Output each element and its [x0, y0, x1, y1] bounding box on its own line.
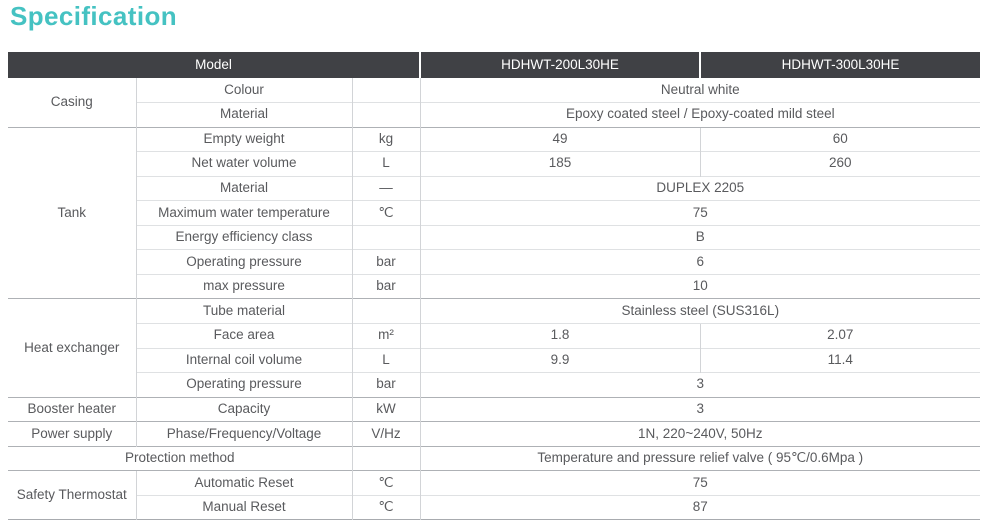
table-row [8, 201, 980, 226]
param-cell: Face area [136, 323, 352, 348]
param-cell: Automatic Reset [136, 471, 352, 496]
table-row [8, 152, 980, 177]
table-header-row [8, 52, 980, 78]
table-row [8, 274, 980, 299]
param-cell: Energy efficiency class [136, 225, 352, 250]
param-cell: Capacity [136, 397, 352, 422]
param-cell: max pressure [136, 274, 352, 299]
table-row [8, 373, 980, 398]
table-row [8, 471, 980, 496]
unit-cell: L [352, 348, 420, 373]
table-row [8, 446, 980, 471]
table-row [8, 103, 980, 128]
category-cell-tank: Tank [8, 127, 136, 299]
value-cell: 75 [420, 201, 980, 226]
category-cell-heat-exchanger: Heat exchanger [8, 299, 136, 397]
unit-cell: bar [352, 250, 420, 275]
value-cell: 87 [420, 495, 980, 520]
value-cell: 75 [420, 471, 980, 496]
unit-cell: bar [352, 373, 420, 398]
unit-cell: kW [352, 397, 420, 422]
header-model-300: HDHWT-300L30HE [700, 52, 980, 78]
value-cell: 3 [420, 373, 980, 398]
value-cell: 9.9 [420, 348, 700, 373]
unit-cell [352, 78, 420, 103]
value-cell: 10 [420, 274, 980, 299]
value-cell: Neutral white [420, 78, 980, 103]
value-cell: Stainless steel (SUS316L) [420, 299, 980, 324]
value-cell: 1N, 220~240V, 50Hz [420, 422, 980, 447]
specification-table [8, 52, 980, 520]
header-model-label: Model [8, 52, 420, 78]
header-model-200: HDHWT-200L30HE [420, 52, 700, 78]
category-cell-protection-method: Protection method [8, 446, 352, 471]
param-cell: Tube material [136, 299, 352, 324]
table-row [8, 127, 980, 152]
table-row [8, 299, 980, 324]
param-cell: Empty weight [136, 127, 352, 152]
category-cell-power-supply: Power supply [8, 422, 136, 447]
param-cell: Internal coil volume [136, 348, 352, 373]
value-cell: 185 [420, 152, 700, 177]
param-cell: Operating pressure [136, 373, 352, 398]
unit-cell: ℃ [352, 201, 420, 226]
table-row [8, 495, 980, 520]
unit-cell [352, 446, 420, 471]
param-cell: Operating pressure [136, 250, 352, 275]
unit-cell: ℃ [352, 495, 420, 520]
param-cell: Material [136, 103, 352, 128]
unit-cell [352, 299, 420, 324]
table-row [8, 225, 980, 250]
unit-cell: V/Hz [352, 422, 420, 447]
table-row [8, 348, 980, 373]
value-cell: 2.07 [700, 323, 980, 348]
param-cell: Net water volume [136, 152, 352, 177]
param-cell: Phase/Frequency/Voltage [136, 422, 352, 447]
value-cell: 49 [420, 127, 700, 152]
unit-cell: bar [352, 274, 420, 299]
table-row [8, 422, 980, 447]
unit-cell: — [352, 176, 420, 201]
category-cell-safety-thermostat: Safety Thermostat [8, 471, 136, 520]
value-cell: 1.8 [420, 323, 700, 348]
unit-cell: ℃ [352, 471, 420, 496]
value-cell: 11.4 [700, 348, 980, 373]
value-cell: 3 [420, 397, 980, 422]
param-cell: Colour [136, 78, 352, 103]
page-title: Specification [10, 1, 178, 31]
unit-cell [352, 103, 420, 128]
value-cell: B [420, 225, 980, 250]
category-cell-casing: Casing [8, 78, 136, 127]
param-cell: Manual Reset [136, 495, 352, 520]
param-cell: Maximum water temperature [136, 201, 352, 226]
category-cell-booster-heater: Booster heater [8, 397, 136, 422]
value-cell: DUPLEX 2205 [420, 176, 980, 201]
table-row [8, 397, 980, 422]
table-row [8, 78, 980, 103]
unit-cell [352, 225, 420, 250]
value-cell: Temperature and pressure relief valve ( 95℃/0.6Mpa ) [420, 446, 980, 471]
unit-cell: m² [352, 323, 420, 348]
param-cell: Material [136, 176, 352, 201]
value-cell: 260 [700, 152, 980, 177]
table-row [8, 323, 980, 348]
value-cell: Epoxy coated steel / Epoxy-coated mild steel [420, 103, 980, 128]
value-cell: 6 [420, 250, 980, 275]
unit-cell: kg [352, 127, 420, 152]
table-row [8, 176, 980, 201]
unit-cell: L [352, 152, 420, 177]
table-row [8, 250, 980, 275]
value-cell: 60 [700, 127, 980, 152]
